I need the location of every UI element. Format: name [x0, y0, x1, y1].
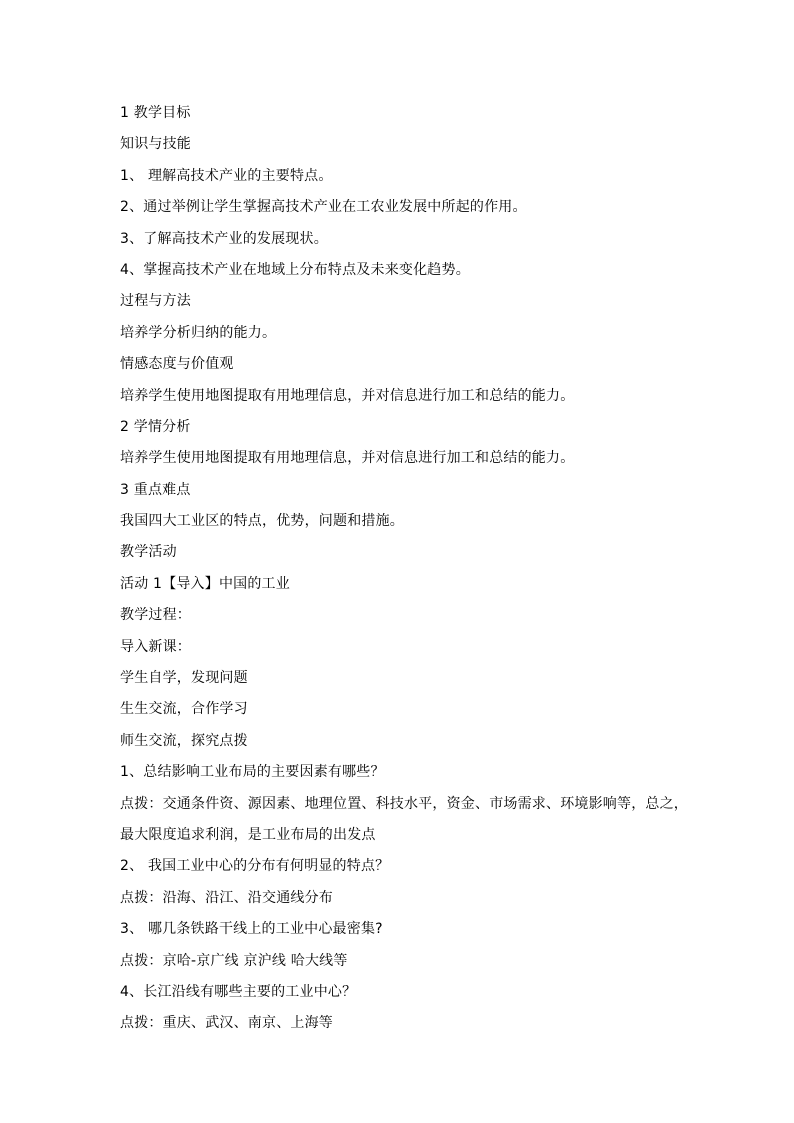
document-body — [120, 98, 688, 1040]
heading-teaching-activities: 教学活动 — [120, 544, 177, 561]
heading-learner-analysis: 2 学情分析 — [120, 418, 191, 435]
step-teacher-exchange: 师生交流，探究点拨 — [120, 732, 248, 749]
goal-item-3: 3、了解高技术产业的发展现状。 — [120, 230, 328, 247]
step-peer-exchange: 生生交流，合作学习 — [120, 701, 248, 718]
heading-key-difficulties: 3 重点难点 — [120, 481, 191, 498]
goal-item-4: 4、掌握高技术产业在地域上分布特点及未来变化趋势。 — [120, 261, 470, 278]
goal-item-2: 2、通过举例让学生掌握高技术产业在工农业发展中所起的作用。 — [120, 199, 527, 216]
subheading-process-methods: 过程与方法 — [120, 293, 191, 310]
heading-teaching-goals: 1 教学目标 — [120, 105, 191, 121]
paragraph-process-methods: 培养学分析归纳的能力。 — [120, 324, 277, 341]
answer-2: 点拨：沿海、沿江、沿交通线分布 — [120, 889, 333, 906]
answer-3: 点拨：京哈-京广线 京沪线 哈大线等 — [120, 952, 348, 969]
step-self-study: 学生自学，发现问题 — [120, 670, 248, 687]
answer-4: 点拨：重庆、武汉、南京、上海等 — [120, 1015, 333, 1032]
question-2: 2、 我国工业中心的分布有何明显的特点？ — [120, 858, 390, 875]
paragraph-key-difficulties: 我国四大工业区的特点，优势，问题和措施。 — [120, 513, 404, 530]
goal-item-1: 1、 理解高技术产业的主要特点。 — [120, 167, 333, 184]
answer-1-line-2: 最大限度追求利润，是工业布局的出发点 — [120, 826, 376, 843]
paragraph-attitude-values: 培养学生使用地图提取有用地理信息，并对信息进行加工和总结的能力。 — [120, 387, 575, 404]
paragraph-learner-analysis: 培养学生使用地图提取有用地理信息，并对信息进行加工和总结的能力。 — [120, 450, 575, 467]
subheading-attitude-values: 情感态度与价值观 — [120, 356, 234, 373]
activity-title: 活动 1【导入】中国的工业 — [120, 575, 290, 592]
answer-1-line-1: 点拨：交通条件资、源因素、地理位置、科技水平，资金、市场需求、环境影响等，总之， — [120, 795, 688, 812]
question-1: 1、总结影响工业布局的主要因素有哪些？ — [120, 764, 385, 781]
label-introduction: 导入新课： — [120, 638, 191, 655]
label-teaching-process: 教学过程： — [120, 607, 191, 624]
subheading-knowledge-skills: 知识与技能 — [120, 136, 191, 153]
question-3: 3、 哪几条铁路干线上的工业中心最密集? — [120, 921, 383, 938]
question-4: 4、长江沿线有哪些主要的工业中心？ — [120, 983, 357, 1000]
